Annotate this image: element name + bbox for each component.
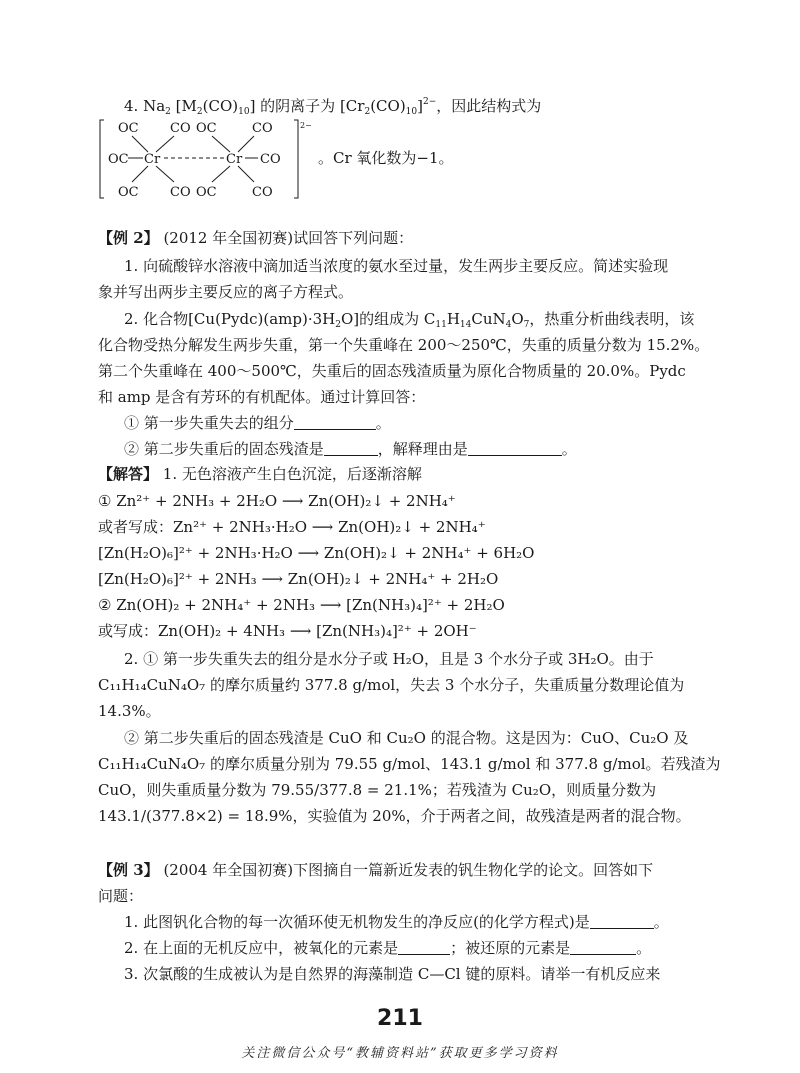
text-run: 。 bbox=[636, 939, 652, 957]
question-line: 3. 次氯酸的生成被认为是自然界的海藻制造 C—Cl 键的原料。请举一有机反应来 bbox=[124, 965, 661, 983]
question-line: 和 amp 是含有芳环的有机配体。通过计算回答： bbox=[98, 388, 426, 406]
subscript: 4 bbox=[505, 320, 512, 330]
text-run: CuN bbox=[471, 310, 506, 328]
bond-line bbox=[132, 166, 148, 182]
text-run: 2. 化合物[Cu(Pydc)(amp)·3H bbox=[124, 310, 336, 328]
question-line: 1. 向硫酸锌水溶液中滴加适当浓度的氨水至过量，发生两步主要反应。简述实验现 bbox=[124, 257, 669, 275]
item4-line bbox=[124, 96, 541, 116]
cr-atom-label: Cr bbox=[144, 152, 161, 167]
answer-blank bbox=[398, 940, 450, 955]
text-run: 。 bbox=[561, 440, 577, 458]
subscript: 14 bbox=[459, 320, 472, 330]
question-line bbox=[124, 413, 391, 433]
answer-blank bbox=[468, 441, 562, 456]
co-label: CO bbox=[252, 121, 273, 136]
oxidation-state-text: 。Cr 氧化数为−1。 bbox=[318, 149, 454, 167]
cr-atom-label: Cr bbox=[226, 152, 243, 167]
text-run: H bbox=[446, 310, 460, 328]
text-run: ① 第一步失重失去的组分 bbox=[124, 414, 294, 432]
right-bracket bbox=[294, 120, 298, 198]
answer-line: 143.1/(377.8×2) = 18.9%，实验值为 20%，介于两者之间，故残渣是两者的混合物。 bbox=[98, 807, 691, 825]
answer-tag: 【解答】 bbox=[98, 465, 159, 483]
co-label: CO bbox=[170, 185, 191, 200]
item4-text: (CO) bbox=[202, 97, 239, 115]
example2-header bbox=[98, 228, 413, 248]
text-run: ，解释理由是 bbox=[377, 440, 468, 458]
subscript: 2 bbox=[165, 107, 171, 117]
question-line bbox=[124, 912, 669, 932]
example-intro: (2012 年全国初赛)试回答下列问题： bbox=[163, 229, 414, 247]
bond-line bbox=[212, 166, 230, 182]
answer-line: C₁₁H₁₄CuN₄O₇ 的摩尔质量约 377.8 g/mol，失去 3 个水分子，失重质量分数理论值为 bbox=[98, 676, 685, 694]
question-line bbox=[124, 309, 694, 329]
equation: ② Zn(OH)₂ + 2NH₄⁺ + 2NH₃ ⟶ [Zn(NH₃)₄]²⁺ + 2H₂O bbox=[98, 596, 505, 614]
text-run: 。 bbox=[653, 913, 669, 931]
text-run: ；被还原的元素是 bbox=[450, 939, 571, 957]
text-run: 2. 在上面的无机反应中，被氧化的元素是 bbox=[124, 939, 399, 957]
subscript: 2 bbox=[364, 107, 371, 117]
text-run: O bbox=[511, 310, 524, 328]
item4-text: ，因此结构式为 bbox=[436, 97, 542, 115]
item4-text: [M bbox=[175, 97, 197, 115]
text-run: 。 bbox=[375, 414, 391, 432]
example3-header bbox=[98, 860, 653, 880]
bond-line bbox=[156, 166, 174, 182]
bond-line bbox=[238, 166, 254, 182]
answer-line: 2. ① 第一步失重失去的组分是水分子或 H₂O，且是 3 个水分子或 3H₂O。由于 bbox=[124, 650, 654, 668]
co-label: OC bbox=[118, 185, 139, 200]
page-number: 211 bbox=[377, 1006, 423, 1031]
text-run: O]的组成为 C bbox=[340, 310, 436, 328]
cr2-co10-structure-diagram bbox=[98, 118, 312, 200]
co-label: OC bbox=[196, 121, 217, 136]
left-bracket bbox=[100, 120, 104, 198]
equation: 或者写成：Zn²⁺ + 2NH₃·H₂O ⟶ Zn(OH)₂↓ + 2NH₄⁺ bbox=[98, 518, 486, 536]
answer-blank bbox=[294, 415, 376, 430]
equation: 或写成：Zn(OH)₂ + 4NH₃ ⟶ [Zn(NH₃)₄]²⁺ + 2OH⁻ bbox=[98, 622, 477, 640]
structure-charge: 2− bbox=[300, 121, 312, 130]
question-line: 化合物受热分解发生两步失重，第一个失重峰在 200～250℃，失重的质量分数为 15.2%。 bbox=[98, 336, 710, 354]
bond-line bbox=[212, 136, 230, 152]
text-run: 1. 此图钒化合物的每一次循环使无机物发生的净反应(的化学方程式)是 bbox=[124, 913, 590, 931]
text-run: ，热重分析曲线表明，该 bbox=[529, 310, 695, 328]
equation: ① Zn²⁺ + 2NH₃ + 2H₂O ⟶ Zn(OH)₂↓ + 2NH₄⁺ bbox=[98, 492, 456, 510]
answer-line: C₁₁H₁₄CuN₄O₇ 的摩尔质量分别为 79.55 g/mol、143.1 g/mol 和 377.8 g/mol。若残渣为 bbox=[98, 755, 721, 773]
example-tag: 【例 2】 bbox=[98, 229, 159, 247]
question-line bbox=[124, 439, 577, 459]
item4-text: ] 的阴离子为 [Cr bbox=[249, 97, 365, 115]
subscript: 2 bbox=[335, 320, 341, 330]
answer-line: ② 第二步失重后的固态残渣是 CuO 和 Cu₂O 的混合物。这是因为：CuO、Cu₂O 及 bbox=[124, 729, 689, 747]
co-label: CO bbox=[170, 121, 191, 136]
bond-line bbox=[156, 136, 174, 152]
question-line: 问题： bbox=[98, 887, 144, 905]
answer-line: CuO，则失重质量分数为 79.55/377.8 = 21.1%；若残渣为 Cu₂O，则质量分数为 bbox=[98, 781, 657, 799]
item4-text: 4. Na bbox=[124, 97, 166, 115]
equation: [Zn(H₂O)₆]²⁺ + 2NH₃ ⟶ Zn(OH)₂↓ + 2NH₄⁺ + 2H₂O bbox=[98, 570, 499, 588]
co-label: CO bbox=[260, 152, 281, 167]
subscript: 10 bbox=[405, 107, 418, 117]
item4-text: (CO) bbox=[370, 97, 406, 115]
example-tag: 【例 3】 bbox=[98, 861, 159, 879]
question-line: 象并写出两步主要反应的离子方程式。 bbox=[98, 283, 354, 301]
answer-blank bbox=[324, 441, 378, 456]
example-intro: (2004 年全国初赛)下图摘自一篇新近发表的钒生物化学的论文。回答如下 bbox=[163, 861, 654, 879]
co-label: OC bbox=[118, 121, 139, 136]
answer-line: 14.3%。 bbox=[98, 702, 161, 720]
answer-text: 1. 无色溶液产生白色沉淀，后逐渐溶解 bbox=[162, 465, 422, 483]
subscript: 7 bbox=[523, 320, 530, 330]
co-label: OC bbox=[196, 185, 217, 200]
answer-header bbox=[98, 464, 422, 484]
bond-line bbox=[238, 136, 254, 152]
co-label: CO bbox=[252, 185, 273, 200]
answer-blank bbox=[590, 914, 654, 929]
subscript: 2 bbox=[196, 107, 203, 117]
superscript: 2− bbox=[422, 97, 437, 107]
co-label: OC bbox=[108, 152, 129, 167]
question-line: 第二个失重峰在 400～500℃，失重后的固态残渣质量为原化合物质量的 20.0%。Pydc bbox=[98, 362, 686, 380]
footer-promo-text: 关注微信公众号“教辅资料站”获取更多学习资料 bbox=[241, 1046, 559, 1061]
answer-blank bbox=[570, 940, 636, 955]
subscript: 10 bbox=[238, 107, 250, 117]
equation: [Zn(H₂O)₆]²⁺ + 2NH₃·H₂O ⟶ Zn(OH)₂↓ + 2NH₄⁺ + 6H₂O bbox=[98, 544, 535, 562]
item4-text: ] bbox=[417, 97, 423, 115]
subscript: 11 bbox=[435, 320, 447, 330]
question-line bbox=[124, 938, 651, 958]
bond-line bbox=[132, 136, 148, 152]
text-run: ② 第二步失重后的固态残渣是 bbox=[124, 440, 324, 458]
